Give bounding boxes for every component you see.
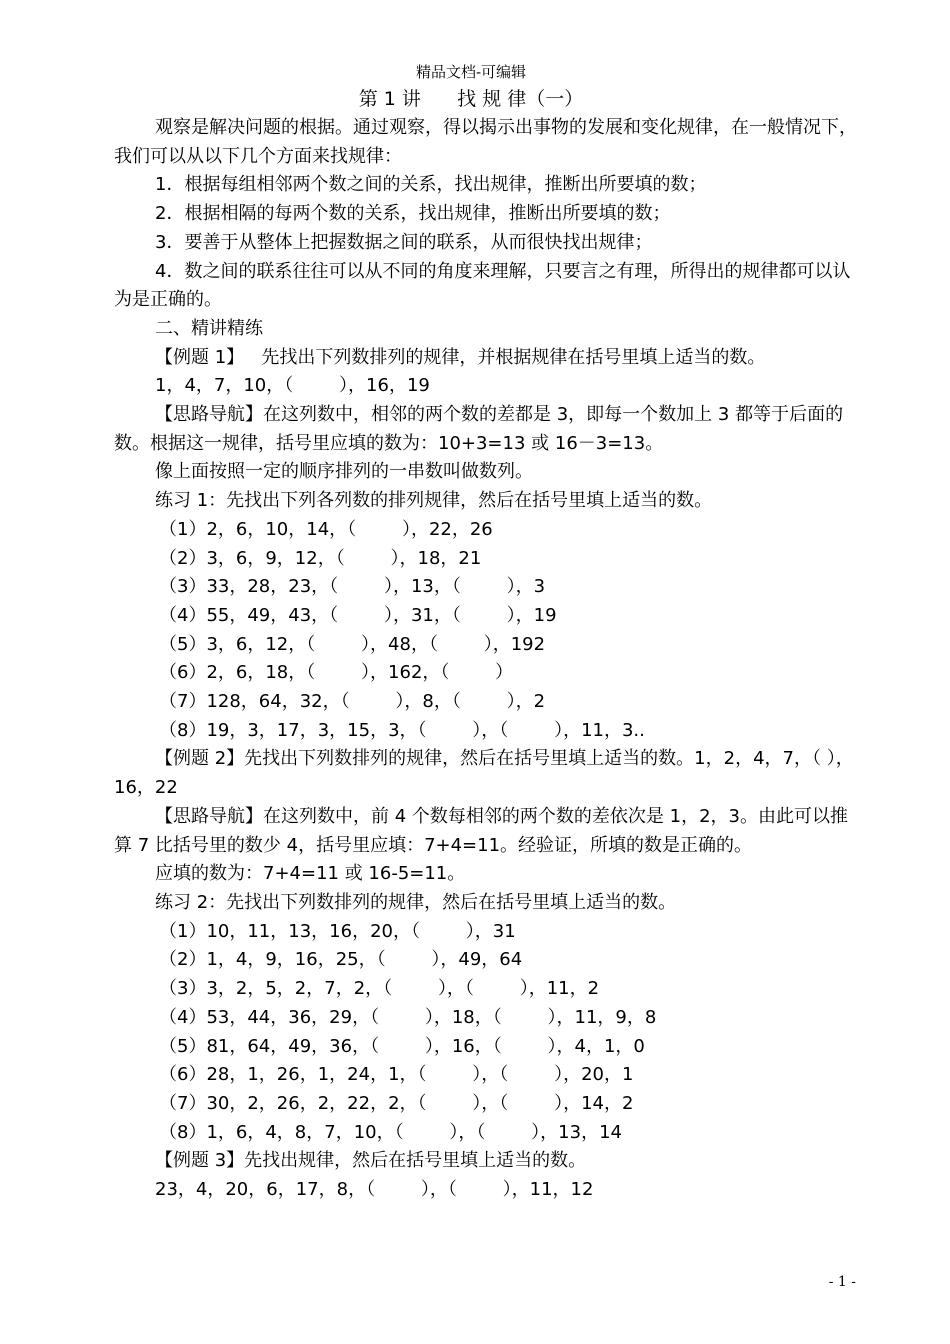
practice2-item: （5）81，64，49，36，（ ），16，（ ），4，1，0 <box>159 1035 645 1057</box>
practice1-item: （7）128，64，32，（ ），8，（ ），2 <box>159 691 546 713</box>
practice2-item: （6）28，1，26，1，24，1，（ ），（ ），20，1 <box>159 1064 634 1086</box>
page-number: - 1 - <box>828 1274 856 1290</box>
example2-question: 【例题 2】先找出下列数排列的规律，然后在括号里填上适当的数。1，2，4，7，（ ），16，22 <box>114 748 854 799</box>
practice1-item: （6）2，6，18，（ ），162，（ ） <box>159 662 514 684</box>
practice1-item: （2）3，6，9，12，（ ），18，21 <box>159 547 482 569</box>
practice1-item: （8）19，3，17，3，15，3，（ ），（ ），11，3.. <box>159 719 645 741</box>
section-heading: 二、精讲精练 <box>155 317 263 339</box>
practice2-item: （7）30，2，26，2，22，2，（ ），（ ），14，2 <box>159 1092 634 1114</box>
practice2-item: （8）1，6，4，8，7，10，（ ），（ ），13，14 <box>159 1121 622 1143</box>
practice2-item: （3）3，2，5，2，7，2，（ ），（ ），11，2 <box>159 978 600 1000</box>
practice1-item: （5）3，6，12，（ ），48，（ ），192 <box>159 633 546 655</box>
practice2-item: （1）10，11，13，16，20，（ ），31 <box>159 920 516 942</box>
example1-question: 【例题 1】 先找出下列数排列的规律，并根据规律在括号里填上适当的数。 <box>155 346 766 368</box>
example3-sequence: 23，4，20，6，17，8，（ ），（ ），11，12 <box>155 1179 594 1201</box>
practice2-item: （4）53，44，36，29，（ ），18，（ ），11，9，8 <box>159 1006 657 1028</box>
example2-hint: 【思路导航】在这列数中，前 4 个数每相邻的两个数的差依次是 1，2，3。由此可以推算 7 比括号里的数少 4，括号里应填：7+4=11。经验证，所填的数是正确的。 <box>114 805 848 856</box>
practice1-item: （3）33，28，23，（ ），13，（ ），3 <box>159 576 546 598</box>
example1-sequence: 1，4，7，10，（ ），16，19 <box>155 375 430 397</box>
example1-hint: 【思路导航】在这列数中，相邻的两个数的差都是 3，即每一个数加上 3 都等于后面的数。根据这一规律，括号里应填的数为：10+3=13 或 16－3=13。 <box>114 404 844 454</box>
page-header: 精品文档-可编辑 <box>415 63 527 81</box>
example1-note: 像上面按照一定的顺序排列的一串数叫做数列。 <box>155 461 533 483</box>
practice1-item: （4）55，49，43，（ ），31，（ ），19 <box>159 604 557 626</box>
rule-item: 2．根据相隔的每两个数的关系，找出规律，推断出所要填的数； <box>155 203 671 225</box>
practice2-item: （2）1，4，9，16，25，（ ），49，64 <box>159 949 523 971</box>
lesson-title: 第 1 讲 找 规 律（一） <box>358 88 584 110</box>
practice2-title: 练习 2：先找出下列数排列的规律，然后在括号里填上适当的数。 <box>155 891 677 913</box>
rule-item: 3．要善于从整体上把握数据之间的联系，从而很快找出规律； <box>155 231 653 253</box>
intro-paragraph: 观察是解决问题的根据。通过观察，得以揭示出事物的发展和变化规律，在一般情况下，我们可以从以下几个方面来找规律： <box>114 117 857 167</box>
example3-question: 【例题 3】先找出规律，然后在括号里填上适当的数。 <box>155 1150 587 1172</box>
rule-item: 1．根据每组相邻两个数之间的关系，找出规律，推断出所要填的数； <box>155 174 707 196</box>
practice1-item: （1）2，6，10，14，（ ），22，26 <box>159 518 493 540</box>
practice1-title: 练习 1：先找出下列各列数的排列规律，然后在括号里填上适当的数。 <box>155 490 713 512</box>
rule-item: 4．数之间的联系往往可以从不同的角度来理解，只要言之有理，所得出的规律都可以认为是正确的。 <box>114 260 851 311</box>
example2-answer: 应填的数为：7+4=11 或 16-5=11。 <box>155 863 466 885</box>
